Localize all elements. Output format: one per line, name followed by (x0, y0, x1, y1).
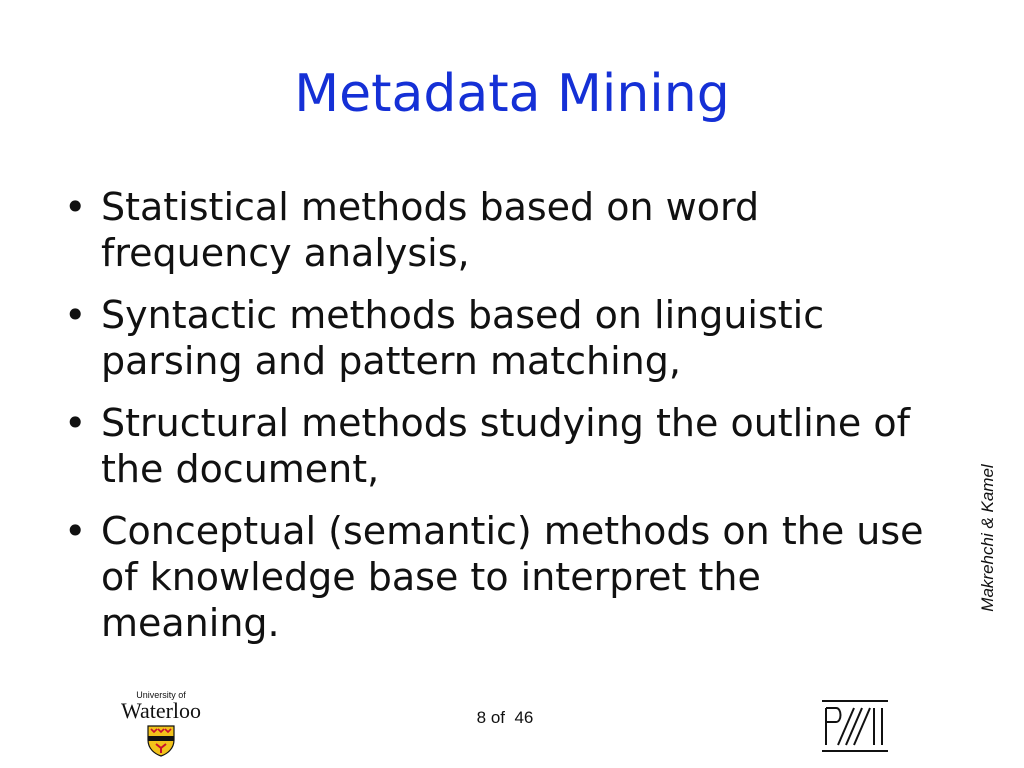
bullet-dot-icon: • (64, 293, 87, 337)
bullet-item (64, 292, 934, 384)
bullet-dot-icon: • (64, 185, 87, 229)
bullet-text: Structural methods studying the outline of the document, (101, 401, 910, 491)
bullet-item (64, 400, 934, 492)
side-credit: Makrehchi & Kamel (978, 464, 997, 612)
bullet-text: Syntactic methods based on linguistic parsing and pattern matching, (101, 293, 825, 383)
university-logo-line1: University of (136, 690, 186, 700)
page-number: 8 of 46 (476, 708, 534, 727)
bullet-list (64, 184, 934, 662)
university-logo (113, 690, 209, 758)
bullet-text: Statistical methods based on word frequency analysis, (101, 185, 760, 275)
bullet-item (64, 508, 934, 646)
bullet-dot-icon: • (64, 509, 87, 553)
bullet-text: Conceptual (semantic) methods on the use of knowledge base to interpret the meaning. (101, 509, 924, 645)
university-logo-line2: Waterloo (120, 698, 202, 723)
slide-title: Metadata Mining (294, 64, 730, 124)
pami-logo-icon (820, 698, 890, 754)
bullet-item (64, 184, 934, 276)
university-shield-icon (147, 725, 175, 757)
bullet-dot-icon: • (64, 401, 87, 445)
